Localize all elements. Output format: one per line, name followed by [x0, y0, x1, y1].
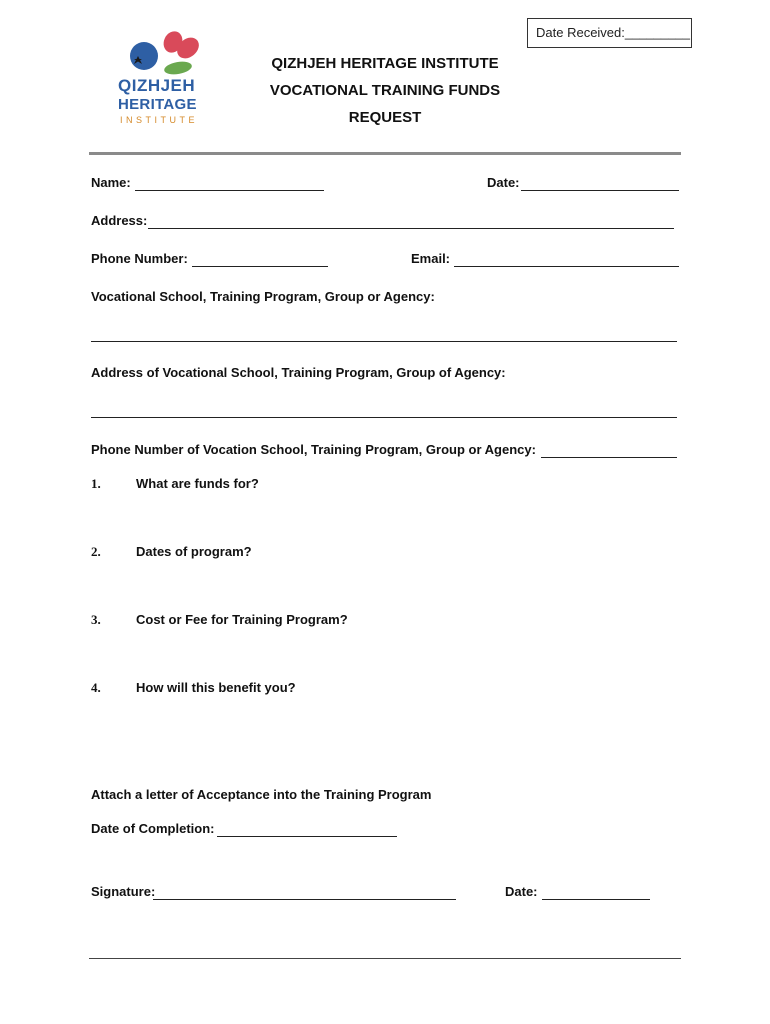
sign-date-label: Date: [505, 884, 538, 899]
logo-text-qizhjeh: QIZHJEH [118, 76, 196, 95]
question-2-number: 2. [91, 544, 101, 559]
school-label: Vocational School, Training Program, Group or Agency: [91, 289, 435, 304]
footer-divider [89, 958, 681, 959]
sign-date-field[interactable] [542, 898, 650, 900]
question-3-number: 3. [91, 612, 101, 627]
date-field[interactable] [521, 189, 679, 191]
phone-field[interactable] [192, 265, 328, 267]
school-address-field[interactable] [91, 416, 677, 418]
school-field[interactable] [91, 340, 677, 342]
school-phone-label: Phone Number of Vocation School, Training Program, Group or Agency: [91, 442, 536, 457]
signature-label: Signature: [91, 884, 156, 899]
question-4-text: How will this benefit you? [136, 680, 296, 695]
question-1-number: 1. [91, 476, 101, 491]
header-divider [89, 152, 681, 155]
name-label: Name: [91, 175, 131, 190]
page-title-line-1: QIZHJEH HERITAGE INSTITUTE [271, 55, 499, 72]
address-field[interactable] [148, 227, 674, 229]
name-field[interactable] [135, 189, 324, 191]
email-field[interactable] [454, 265, 679, 267]
question-2-text: Dates of program? [136, 544, 252, 559]
attach-note: Attach a letter of Acceptance into the Training Program [91, 787, 432, 802]
question-4-number: 4. [91, 680, 101, 695]
phone-label: Phone Number: [91, 251, 188, 266]
signature-field[interactable] [153, 898, 456, 900]
logo-text-heritage: HERITAGE [118, 96, 197, 113]
page-title-line-3: REQUEST [348, 109, 422, 126]
question-3-text: Cost or Fee for Training Program? [136, 612, 348, 627]
email-label: Email: [411, 251, 451, 266]
school-address-label: Address of Vocational School, Training Program, Group of Agency: [91, 365, 506, 380]
address-label: Address: [91, 213, 148, 228]
page-title-line-2: VOCATIONAL TRAINING FUNDS [269, 82, 501, 99]
school-phone-field[interactable] [541, 456, 677, 458]
question-1-text: What are funds for? [136, 476, 259, 491]
completion-label: Date of Completion: [91, 821, 215, 836]
date-label: Date: [487, 175, 520, 190]
date-received-box[interactable]: Date Received:_________ [527, 18, 692, 48]
completion-field[interactable] [217, 835, 397, 837]
logo-text-institute: INSTITUTE [120, 115, 198, 125]
